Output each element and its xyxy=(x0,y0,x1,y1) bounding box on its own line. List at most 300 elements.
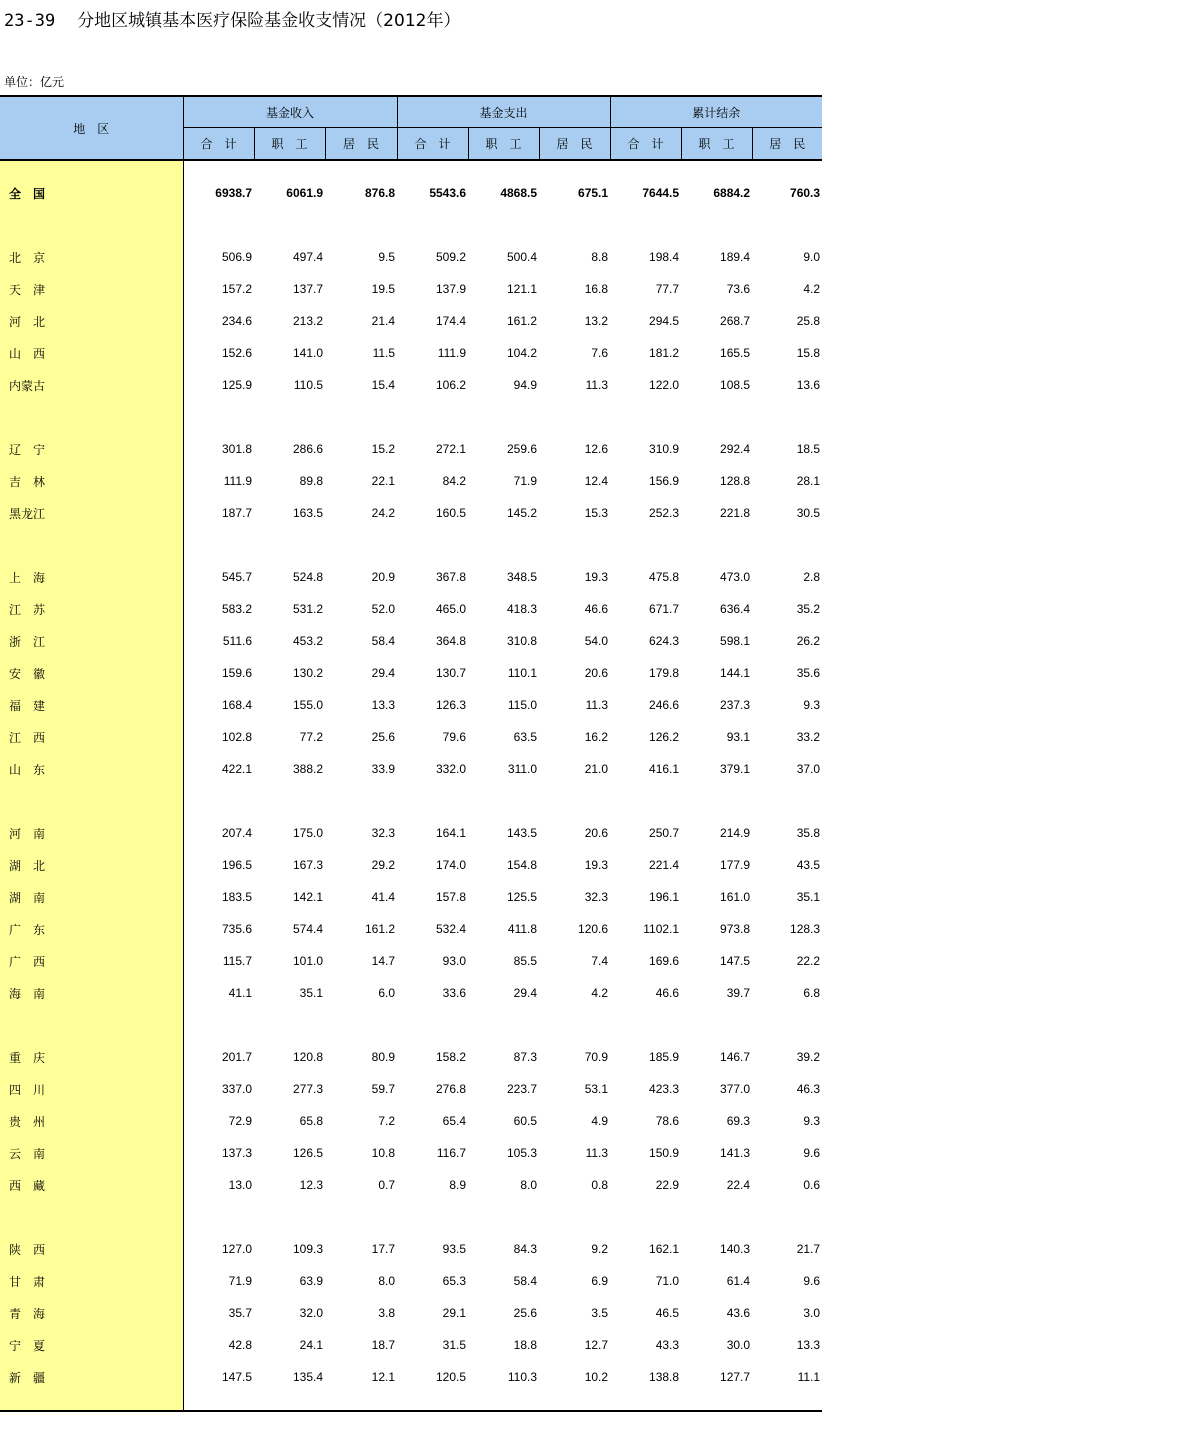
income-residents-cell: 25.6 xyxy=(371,730,396,744)
balance-workers-cell: 473.0 xyxy=(720,570,751,584)
region-name: 海 南 xyxy=(0,977,183,1009)
expense-workers-cell: 104.2 xyxy=(507,346,538,360)
group-header-income: 基金收入 xyxy=(183,96,397,128)
income-total-cell: 207.4 xyxy=(221,826,252,840)
expense-residents-cell: 7.6 xyxy=(591,346,609,360)
expense-workers-cell: 259.6 xyxy=(507,442,538,456)
income-residents-cell: 33.9 xyxy=(371,762,396,776)
region-name: 湖 南 xyxy=(0,881,183,913)
table-row xyxy=(0,273,822,305)
income-total-cell: 337.0 xyxy=(221,1082,252,1096)
balance-workers-cell: 69.3 xyxy=(726,1114,751,1128)
table-row xyxy=(0,561,822,593)
balance-residents-cell: 9.3 xyxy=(803,698,821,712)
region-name: 山 东 xyxy=(0,753,183,785)
balance-residents-cell: 9.0 xyxy=(803,250,821,264)
expense-total-cell: 106.2 xyxy=(436,378,467,392)
data-table xyxy=(0,95,822,1412)
group-header-balance: 累计结余 xyxy=(610,96,822,128)
expense-residents-cell: 6.9 xyxy=(591,1274,609,1288)
expense-workers-cell: 25.6 xyxy=(513,1306,538,1320)
table-row xyxy=(0,881,822,913)
balance-total-cell: 198.4 xyxy=(649,250,680,264)
balance-total-cell: 1102.1 xyxy=(643,922,680,936)
region-cell-blank xyxy=(0,209,183,241)
income-total-cell: 127.0 xyxy=(221,1242,252,1256)
table-header xyxy=(0,96,822,160)
expense-residents-cell: 120.6 xyxy=(578,922,609,936)
expense-workers-cell: 125.5 xyxy=(507,890,538,904)
income-residents-cell: 13.3 xyxy=(371,698,396,712)
region-cell-blank xyxy=(0,160,183,177)
balance-total-cell: 169.6 xyxy=(649,954,680,968)
region-name: 贵 州 xyxy=(0,1105,183,1137)
expense-residents-cell: 13.2 xyxy=(584,314,609,328)
expense-workers-cell: 110.1 xyxy=(507,666,538,680)
income-workers-cell: 6061.9 xyxy=(286,186,323,200)
region-name: 云 南 xyxy=(0,1137,183,1169)
income-workers-cell: 175.0 xyxy=(292,826,323,840)
expense-residents-cell: 12.7 xyxy=(584,1338,609,1352)
expense-workers-cell: 110.3 xyxy=(507,1370,538,1384)
balance-residents-cell: 28.1 xyxy=(796,474,821,488)
income-workers-cell: 531.2 xyxy=(292,602,323,616)
table-row xyxy=(0,1233,822,1265)
balance-workers-cell: 147.5 xyxy=(720,954,751,968)
income-total-cell: 545.7 xyxy=(221,570,252,584)
expense-residents-cell: 16.2 xyxy=(584,730,609,744)
blank-cell xyxy=(183,209,822,241)
expense-total-cell: 126.3 xyxy=(436,698,467,712)
expense-total-cell: 364.8 xyxy=(436,634,467,648)
income-total-cell: 511.6 xyxy=(222,634,252,648)
income-residents-cell: 80.9 xyxy=(371,1050,396,1064)
blank-cell xyxy=(183,785,822,817)
table-number: 23-39 xyxy=(4,11,56,31)
spacer-row xyxy=(0,1009,822,1041)
sub-header-total: 合 计 xyxy=(183,128,254,161)
region-name: 湖 北 xyxy=(0,849,183,881)
expense-workers-cell: 418.3 xyxy=(507,602,538,616)
income-workers-cell: 110.5 xyxy=(293,378,323,392)
expense-workers-cell: 500.4 xyxy=(507,250,538,264)
balance-workers-cell: 189.4 xyxy=(720,250,751,264)
blank-cell xyxy=(183,160,822,177)
balance-workers-cell: 161.0 xyxy=(720,890,751,904)
region-cell-blank xyxy=(0,1009,183,1041)
expense-workers-cell: 121.1 xyxy=(507,282,538,296)
expense-total-cell: 84.2 xyxy=(442,474,467,488)
expense-residents-cell: 11.3 xyxy=(585,698,609,712)
expense-workers-cell: 4868.5 xyxy=(500,186,538,200)
table-row xyxy=(0,1265,822,1297)
region-name: 陕 西 xyxy=(0,1233,183,1265)
expense-workers-cell: 311.0 xyxy=(507,762,538,776)
sub-header-residents: 居 民 xyxy=(752,128,822,161)
region-name: 辽 宁 xyxy=(0,433,183,465)
balance-workers-cell: 379.1 xyxy=(720,762,751,776)
expense-residents-cell: 4.2 xyxy=(591,986,609,1000)
income-workers-cell: 89.8 xyxy=(299,474,323,488)
balance-workers-cell: 144.1 xyxy=(720,666,751,680)
expense-workers-cell: 310.8 xyxy=(507,634,538,648)
spacer-row xyxy=(0,401,822,433)
balance-total-cell: 162.1 xyxy=(649,1242,680,1256)
expense-total-cell: 332.0 xyxy=(436,762,467,776)
balance-residents-cell: 15.8 xyxy=(796,346,821,360)
unit-label: 单位：亿元 xyxy=(4,75,65,89)
expense-total-cell: 5543.6 xyxy=(429,186,467,200)
region-cell-blank xyxy=(0,1201,183,1233)
income-workers-cell: 63.9 xyxy=(299,1274,323,1288)
balance-total-cell: 310.9 xyxy=(649,442,680,456)
income-residents-cell: 32.3 xyxy=(371,826,396,840)
spacer-row xyxy=(0,785,822,817)
balance-residents-cell: 11.1 xyxy=(797,1370,821,1384)
income-residents-cell: 52.0 xyxy=(371,602,396,616)
balance-residents-cell: 0.6 xyxy=(803,1178,821,1192)
expense-total-cell: 137.9 xyxy=(436,282,467,296)
balance-total-cell: 475.8 xyxy=(649,570,680,584)
expense-workers-cell: 154.8 xyxy=(507,858,538,872)
region-name: 江 苏 xyxy=(0,593,183,625)
expense-residents-cell: 16.8 xyxy=(584,282,609,296)
region-name: 青 海 xyxy=(0,1297,183,1329)
balance-residents-cell: 35.1 xyxy=(796,890,821,904)
expense-residents-cell: 20.6 xyxy=(584,666,609,680)
balance-total-cell: 246.6 xyxy=(649,698,680,712)
balance-workers-cell: 93.1 xyxy=(726,730,751,744)
balance-total-cell: 252.3 xyxy=(649,506,680,520)
balance-total-cell: 416.1 xyxy=(649,762,680,776)
balance-workers-cell: 61.4 xyxy=(726,1274,751,1288)
income-total-cell: 422.1 xyxy=(221,762,252,776)
table-row xyxy=(0,1169,822,1201)
income-residents-cell: 9.5 xyxy=(378,250,396,264)
table-row xyxy=(0,1073,822,1105)
balance-residents-cell: 22.2 xyxy=(796,954,821,968)
expense-total-cell: 111.9 xyxy=(437,346,467,360)
expense-workers-cell: 105.3 xyxy=(507,1146,538,1160)
sub-header-residents: 居 民 xyxy=(539,128,610,161)
region-name: 福 建 xyxy=(0,689,183,721)
expense-workers-cell: 161.2 xyxy=(507,314,538,328)
income-workers-cell: 388.2 xyxy=(292,762,323,776)
balance-workers-cell: 165.5 xyxy=(720,346,751,360)
spacer-row xyxy=(0,1201,822,1233)
balance-total-cell: 156.9 xyxy=(649,474,680,488)
balance-workers-cell: 292.4 xyxy=(720,442,751,456)
income-residents-cell: 10.8 xyxy=(371,1146,396,1160)
expense-residents-cell: 675.1 xyxy=(578,186,609,200)
income-total-cell: 71.9 xyxy=(228,1274,252,1288)
income-total-cell: 183.5 xyxy=(221,890,252,904)
balance-total-cell: 150.9 xyxy=(649,1146,680,1160)
table-row xyxy=(0,721,822,753)
income-workers-cell: 524.8 xyxy=(292,570,323,584)
income-workers-cell: 163.5 xyxy=(292,506,323,520)
income-workers-cell: 286.6 xyxy=(292,442,323,456)
income-workers-cell: 126.5 xyxy=(292,1146,323,1160)
income-total-cell: 137.3 xyxy=(221,1146,252,1160)
income-workers-cell: 277.3 xyxy=(292,1082,323,1096)
income-residents-cell: 0.7 xyxy=(378,1178,396,1192)
income-residents-cell: 15.4 xyxy=(371,378,396,392)
balance-total-cell: 250.7 xyxy=(649,826,680,840)
expense-residents-cell: 70.9 xyxy=(584,1050,609,1064)
income-total-cell: 72.9 xyxy=(228,1114,252,1128)
balance-total-cell: 71.0 xyxy=(655,1274,680,1288)
expense-residents-cell: 15.3 xyxy=(584,506,609,520)
income-residents-cell: 41.4 xyxy=(371,890,396,904)
balance-total-cell: 624.3 xyxy=(649,634,680,648)
expense-workers-cell: 58.4 xyxy=(513,1274,538,1288)
income-residents-cell: 59.7 xyxy=(371,1082,396,1096)
balance-residents-cell: 30.5 xyxy=(796,506,821,520)
expense-total-cell: 509.2 xyxy=(436,250,467,264)
income-residents-cell: 24.2 xyxy=(371,506,396,520)
expense-total-cell: 130.7 xyxy=(436,666,467,680)
sub-header-workers: 职 工 xyxy=(254,128,325,161)
balance-residents-cell: 3.0 xyxy=(803,1306,821,1320)
balance-workers-cell: 128.8 xyxy=(720,474,751,488)
expense-residents-cell: 10.2 xyxy=(584,1370,609,1384)
income-workers-cell: 167.3 xyxy=(292,858,323,872)
region-name: 天 津 xyxy=(0,273,183,305)
balance-workers-cell: 127.7 xyxy=(720,1370,751,1384)
expense-total-cell: 8.9 xyxy=(449,1178,467,1192)
income-residents-cell: 6.0 xyxy=(378,986,396,1000)
table-row xyxy=(0,1137,822,1169)
income-residents-cell: 17.7 xyxy=(371,1242,396,1256)
expense-residents-cell: 32.3 xyxy=(584,890,609,904)
region-name: 河 北 xyxy=(0,305,183,337)
region-name: 吉 林 xyxy=(0,465,183,497)
region-name: 广 东 xyxy=(0,913,183,945)
income-workers-cell: 142.1 xyxy=(292,890,323,904)
income-total-cell: 35.7 xyxy=(228,1306,252,1320)
expense-workers-cell: 411.8 xyxy=(507,922,538,936)
expense-workers-cell: 8.0 xyxy=(520,1178,538,1192)
table-body xyxy=(0,160,822,1411)
balance-residents-cell: 6.8 xyxy=(803,986,821,1000)
region-name: 河 南 xyxy=(0,817,183,849)
expense-residents-cell: 19.3 xyxy=(584,858,609,872)
balance-workers-cell: 108.5 xyxy=(720,378,751,392)
blank-cell xyxy=(183,401,822,433)
income-total-cell: 102.8 xyxy=(221,730,252,744)
income-residents-cell: 19.5 xyxy=(371,282,396,296)
region-name: 甘 肃 xyxy=(0,1265,183,1297)
income-residents-cell: 21.4 xyxy=(371,314,396,328)
table-row xyxy=(0,753,822,785)
income-total-cell: 506.9 xyxy=(221,250,252,264)
balance-residents-cell: 4.2 xyxy=(803,282,821,296)
balance-total-cell: 181.2 xyxy=(649,346,680,360)
income-total-cell: 152.6 xyxy=(221,346,252,360)
table-row xyxy=(0,433,822,465)
expense-total-cell: 120.5 xyxy=(436,1370,467,1384)
balance-total-cell: 423.3 xyxy=(649,1082,680,1096)
income-total-cell: 735.6 xyxy=(221,922,252,936)
balance-residents-cell: 46.3 xyxy=(796,1082,821,1096)
table-row xyxy=(0,465,822,497)
expense-total-cell: 29.1 xyxy=(442,1306,467,1320)
expense-workers-cell: 71.9 xyxy=(513,474,538,488)
expense-workers-cell: 145.2 xyxy=(507,506,538,520)
spacer-row xyxy=(0,160,822,177)
table-row xyxy=(0,369,822,401)
blank-cell xyxy=(183,1201,822,1233)
expense-workers-cell: 143.5 xyxy=(507,826,538,840)
expense-workers-cell: 348.5 xyxy=(507,570,538,584)
region-name: 四 川 xyxy=(0,1073,183,1105)
income-residents-cell: 876.8 xyxy=(365,186,396,200)
balance-workers-cell: 73.6 xyxy=(726,282,751,296)
blank-cell xyxy=(183,1393,822,1411)
balance-workers-cell: 146.7 xyxy=(720,1050,751,1064)
spacer-row xyxy=(0,529,822,561)
expense-residents-cell: 46.6 xyxy=(584,602,609,616)
balance-total-cell: 294.5 xyxy=(649,314,680,328)
expense-total-cell: 93.0 xyxy=(442,954,467,968)
income-residents-cell: 161.2 xyxy=(365,922,396,936)
income-residents-cell: 20.9 xyxy=(371,570,396,584)
expense-residents-cell: 9.2 xyxy=(591,1242,609,1256)
balance-residents-cell: 35.6 xyxy=(796,666,821,680)
blank-cell xyxy=(183,1009,822,1041)
expense-workers-cell: 60.5 xyxy=(513,1114,538,1128)
income-workers-cell: 135.4 xyxy=(292,1370,323,1384)
balance-total-cell: 138.8 xyxy=(649,1370,680,1384)
region-name: 重 庆 xyxy=(0,1041,183,1073)
balance-workers-cell: 177.9 xyxy=(720,858,751,872)
expense-residents-cell: 4.9 xyxy=(591,1114,609,1128)
expense-residents-cell: 21.0 xyxy=(584,762,609,776)
balance-workers-cell: 6884.2 xyxy=(713,186,751,200)
income-residents-cell: 58.4 xyxy=(371,634,396,648)
region-name: 广 西 xyxy=(0,945,183,977)
income-workers-cell: 497.4 xyxy=(292,250,323,264)
table-row xyxy=(0,849,822,881)
expense-workers-cell: 223.7 xyxy=(507,1082,538,1096)
income-total-cell: 115.7 xyxy=(222,954,252,968)
table-row xyxy=(0,1297,822,1329)
income-residents-cell: 15.2 xyxy=(371,442,396,456)
balance-workers-cell: 973.8 xyxy=(720,922,751,936)
income-residents-cell: 7.2 xyxy=(378,1114,396,1128)
region-name: 北 京 xyxy=(0,241,183,273)
table-row xyxy=(0,241,822,273)
balance-total-cell: 122.0 xyxy=(649,378,680,392)
group-header-expense: 基金支出 xyxy=(397,96,610,128)
region-name: 宁 夏 xyxy=(0,1329,183,1361)
expense-residents-cell: 11.3 xyxy=(585,1146,609,1160)
balance-workers-cell: 43.6 xyxy=(726,1306,751,1320)
income-workers-cell: 574.4 xyxy=(292,922,323,936)
table-row xyxy=(0,913,822,945)
income-total-cell: 159.6 xyxy=(221,666,252,680)
expense-residents-cell: 8.8 xyxy=(591,250,609,264)
sub-header-workers: 职 工 xyxy=(681,128,752,161)
expense-residents-cell: 53.1 xyxy=(584,1082,609,1096)
income-workers-cell: 32.0 xyxy=(299,1306,323,1320)
region-header: 地 区 xyxy=(0,96,183,160)
balance-workers-cell: 598.1 xyxy=(720,634,751,648)
blank-cell xyxy=(183,529,822,561)
expense-total-cell: 65.4 xyxy=(442,1114,467,1128)
expense-total-cell: 158.2 xyxy=(436,1050,467,1064)
region-name: 新 疆 xyxy=(0,1361,183,1393)
balance-residents-cell: 2.8 xyxy=(803,570,821,584)
expense-total-cell: 79.6 xyxy=(442,730,467,744)
income-total-cell: 13.0 xyxy=(228,1178,252,1192)
expense-total-cell: 532.4 xyxy=(436,922,467,936)
balance-residents-cell: 33.2 xyxy=(796,730,821,744)
income-residents-cell: 3.8 xyxy=(378,1306,396,1320)
region-name: 西 藏 xyxy=(0,1169,183,1201)
balance-workers-cell: 22.4 xyxy=(726,1178,751,1192)
national-row xyxy=(0,177,822,209)
income-total-cell: 157.2 xyxy=(221,282,252,296)
income-total-cell: 42.8 xyxy=(228,1338,252,1352)
income-workers-cell: 120.8 xyxy=(292,1050,323,1064)
balance-residents-cell: 760.3 xyxy=(790,186,821,200)
table-title-text: 分地区城镇基本医疗保险基金收支情况（2012年） xyxy=(77,11,461,31)
balance-workers-cell: 377.0 xyxy=(720,1082,751,1096)
balance-residents-cell: 9.3 xyxy=(803,1114,821,1128)
sub-header-total: 合 计 xyxy=(610,128,681,161)
balance-total-cell: 179.8 xyxy=(649,666,680,680)
region-cell-blank xyxy=(0,1393,183,1411)
income-total-cell: 125.9 xyxy=(221,378,252,392)
expense-workers-cell: 29.4 xyxy=(513,986,538,1000)
sub-header-residents: 居 民 xyxy=(325,128,397,161)
table-row xyxy=(0,625,822,657)
balance-total-cell: 46.6 xyxy=(655,986,680,1000)
region-cell-blank xyxy=(0,785,183,817)
region-name: 内蒙古 xyxy=(0,369,183,401)
balance-total-cell: 22.9 xyxy=(655,1178,680,1192)
balance-total-cell: 671.7 xyxy=(649,602,680,616)
expense-residents-cell: 7.4 xyxy=(591,954,609,968)
table-row xyxy=(0,337,822,369)
region-name: 全 国 xyxy=(0,177,183,209)
income-workers-cell: 155.0 xyxy=(292,698,323,712)
table-title xyxy=(4,6,460,31)
balance-workers-cell: 39.7 xyxy=(726,986,751,1000)
income-total-cell: 201.7 xyxy=(221,1050,252,1064)
expense-residents-cell: 19.3 xyxy=(584,570,609,584)
balance-residents-cell: 9.6 xyxy=(803,1274,821,1288)
balance-total-cell: 77.7 xyxy=(655,282,680,296)
spacer-row xyxy=(0,1393,822,1411)
balance-workers-cell: 30.0 xyxy=(726,1338,751,1352)
expense-total-cell: 465.0 xyxy=(436,602,467,616)
income-workers-cell: 141.0 xyxy=(292,346,323,360)
balance-residents-cell: 128.3 xyxy=(790,922,821,936)
income-residents-cell: 8.0 xyxy=(378,1274,396,1288)
balance-workers-cell: 268.7 xyxy=(720,314,751,328)
income-residents-cell: 14.7 xyxy=(371,954,396,968)
balance-residents-cell: 35.2 xyxy=(796,602,821,616)
expense-total-cell: 272.1 xyxy=(436,442,467,456)
expense-total-cell: 367.8 xyxy=(436,570,467,584)
balance-total-cell: 43.3 xyxy=(655,1338,680,1352)
balance-residents-cell: 25.8 xyxy=(796,314,821,328)
balance-total-cell: 46.5 xyxy=(655,1306,680,1320)
expense-total-cell: 116.7 xyxy=(436,1146,467,1160)
